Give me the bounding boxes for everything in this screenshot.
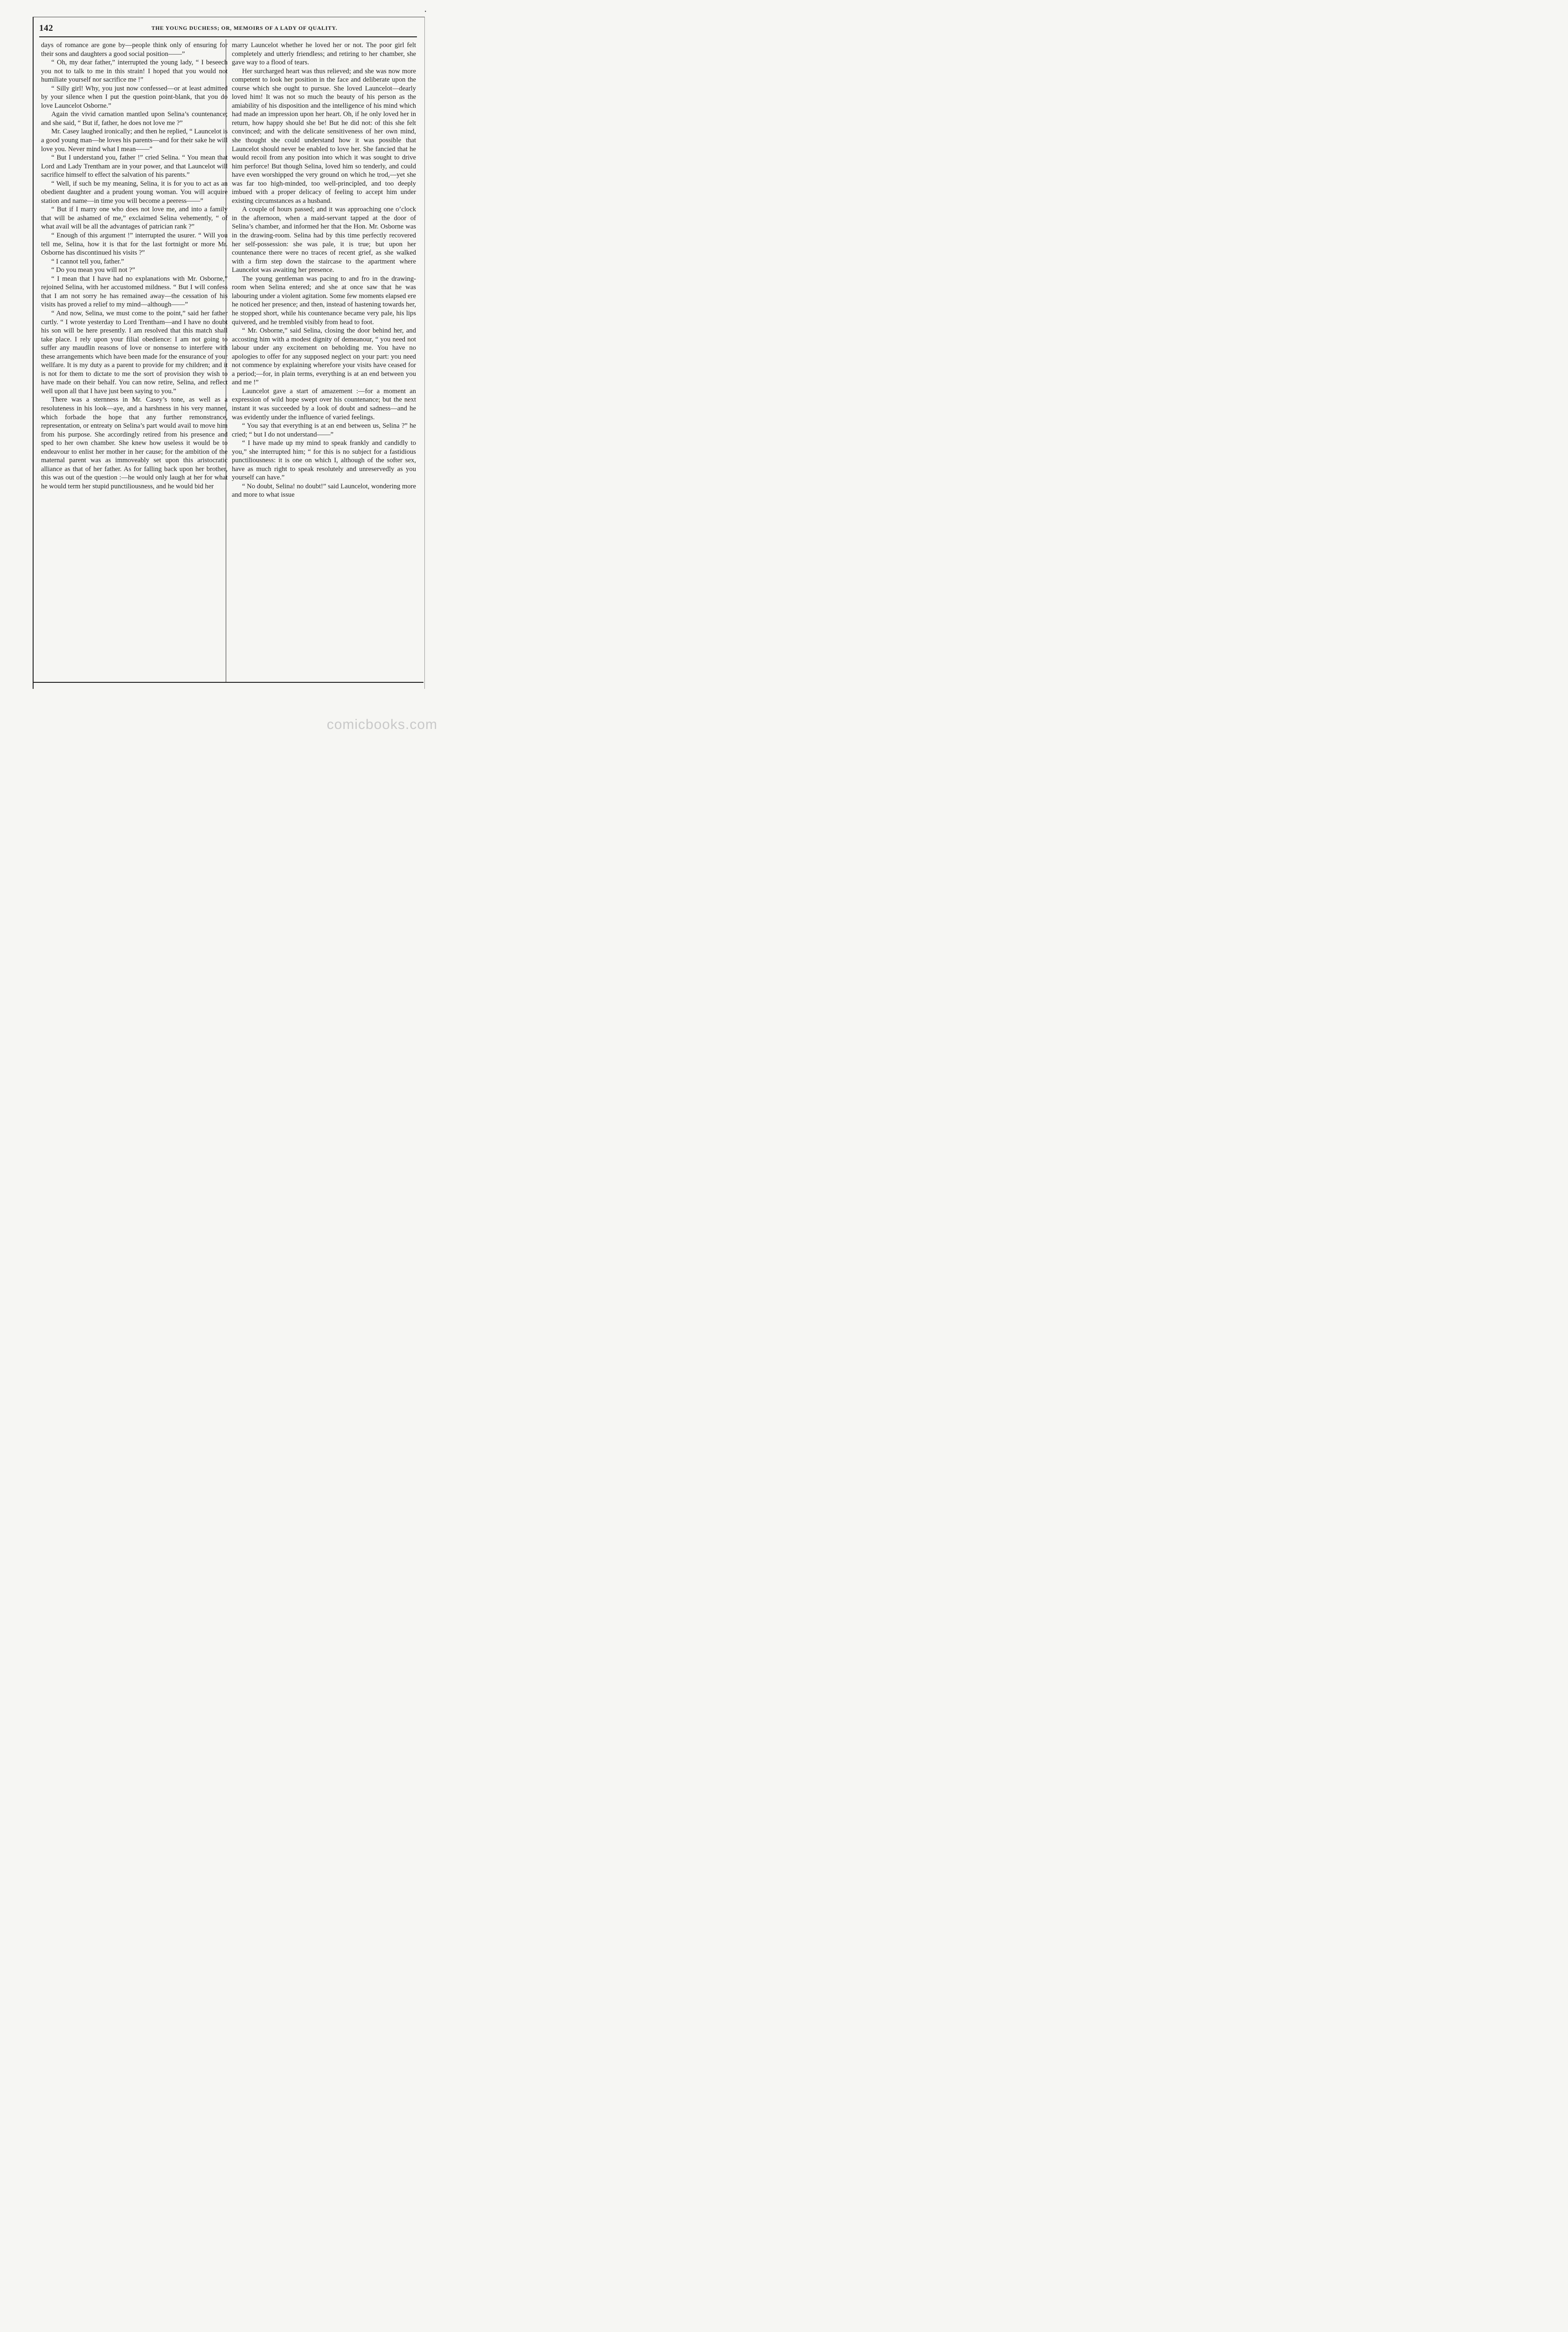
- paragraph: “ Silly girl! Why, you just now confessed—or at least admitted by your silence when I put the question point-blank, that you do love Launcelot Osborne.”: [41, 84, 228, 110]
- right-text-column: [232, 41, 416, 681]
- paragraph: Launcelot gave a start of amazement :—for a moment an expression of wild hope swept over his countenance; but the next instant it was succeeded by a look of doubt and sadness—and he was evidently under the influence of varied feelings.: [232, 387, 416, 421]
- footer-rule: [34, 682, 423, 683]
- paragraph: Her surcharged heart was thus relieved; and she was now more competent to look her position in the face and deliberate upon the course which she ought to pursue. She loved Launcelot—dearly loved him! It was not so much the beauty of his person as the amiability of his disposition and the intelligence of his mind which had made an impression upon her heart. Oh, if he only loved her in return, how happy should she be! But he did not: of this she felt convinced; and with the delicate sensitiveness of her own mind, she thought she could understand how it was possible that Launcelot should never be enabled to love her. She fancied that he would recoil from any position into which it was sought to drive him perforce! But though Selina, loved him so tenderly, and could have even worshipped the very ground on which he trod,—yet she was far too high-minded, too well-principled, and too deeply imbued with a proper delicacy of feeling to accept him under existing circumstances as a husband.: [232, 67, 416, 205]
- paragraph: “ I have made up my mind to speak frankly and candidly to you,” she interrupted him; “ for this is no subject for a fastidious punctiliousness: it is one on which I, although of the softer sex, have as much right to speak resolutely and unreservedly as you yourself can have.”: [232, 439, 416, 482]
- paragraph: “ Well, if such be my meaning, Selina, it is for you to act as an obedient daughter and a prudent young woman. You will acquire station and name—in time you will become a peeress——”: [41, 180, 228, 205]
- paragraph: “ Mr. Osborne,” said Selina, closing the door behind her, and accosting him with a modest dignity of demeanour, “ you need not labour under any excitement on beholding me. You have no apologies to offer for any supposed neglect on your part: you need not commence by explaining wherefore your visits have ceased for a period;—for, in plain terms, everything is at an end between you and me !”: [232, 327, 416, 387]
- running-title: THE YOUNG DUCHESS; OR, MEMOIRS OF A LADY OF QUALITY.: [151, 25, 338, 31]
- paragraph: “ You say that everything is at an end between us, Selina ?” he cried; “ but I do not understand——”: [232, 422, 416, 438]
- paragraph: “ I mean that I have had no explanations with Mr. Osborne,” rejoined Selina, with her accustomed mildness. “ But I will confess that I am not sorry he has remained away—the cessation of his visits has proved a relief to my mind—although——”: [41, 275, 228, 309]
- paragraph: “ Enough of this argument !” interrupted the usurer. “ Will you tell me, Selina, how it is that for the last fortnight or more Mr. Osborne has discontinued his visits ?”: [41, 232, 228, 257]
- paragraph: “ But I understand you, father !” cried Selina. “ You mean that Lord and Lady Trentham are in your power, and that Launcelot will sacrifice himself to effect the salvation of his parents.”: [41, 154, 228, 179]
- paragraph: There was a sternness in Mr. Casey’s tone, as well as a resoluteness in his look—aye, and a harshness in his very manner, which forbade the hope that any further remonstrance, representation, or entreaty on Selina’s part would avail to move him from his purpose. She accordingly retired from his presence and sped to her own chamber. She knew how useless it would be to endeavour to enlist her mother in her cause; for the ambition of the maternal parent was as immoveably set upon this aristocratic alliance as that of her father. As for falling back upon her brother, this was out of the question :—he would only laugh at her for what he would term her stupid punctiliousness, and he would bid her: [41, 396, 228, 490]
- page-edge-mark: •: [424, 9, 426, 14]
- paragraph: “ Do you mean you will not ?”: [51, 266, 135, 274]
- paragraph: “ And now, Selina, we must come to the point,” said her father curtly. “ I wrote yesterday to Lord Trentham—and I have no doubt his son will be here presently. I am resolved that this match shall take place. I rely upon your filial obedience: I am not going to suffer any maudlin reasons of love or nonsense to interfere with these arrangements which have been made for the ensurance of your wellfare. It is my duty as a parent to provide for my children; and it is not for them to dictate to me the sort of provision they wish to have made on their behalf. You can now retire, Selina, and reflect well upon all that I have just been saying to you.”: [41, 309, 228, 395]
- paragraph: marry Launcelot whether he loved her or not. The poor girl felt completely and utterly friendless; and retiring to her chamber, she gave way to a flood of tears.: [232, 42, 416, 67]
- paragraph: “ But if I marry one who does not love me, and into a family that will be ashamed of me,” exclaimed Selina vehemently, “ of what avail will be all the advantages of patrician rank ?”: [41, 206, 228, 231]
- paragraph: Mr. Casey laughed ironically; and then he replied, “ Launcelot is a good young man—he loves his parents—and for their sake he will love you. Never mind what I mean——”: [41, 128, 228, 153]
- paragraph: “ No doubt, Selina! no doubt!” said Launcelot, wondering more and more to what issue: [232, 482, 416, 499]
- page-number: 142: [39, 23, 53, 33]
- page-header: [39, 23, 417, 35]
- site-watermark: comicbooks.com: [326, 717, 437, 732]
- left-text-column: [41, 41, 228, 681]
- header-rule: [39, 36, 417, 37]
- paragraph: The young gentleman was pacing to and fro in the drawing-room when Selina entered; and she at once saw that he was labouring under a violent agitation. Some few moments elapsed ere he noticed her presence; and then, instead of hastening towards her, he stopped short, while his countenance became very pale, his lips quivered, and he trembled visibly from head to foot.: [232, 275, 416, 326]
- paragraph: “ Oh, my dear father,” interrupted the young lady, “ I beseech you not to talk to me in this strain! I hoped that you would not humiliate yourself nor sacrifice me !”: [41, 59, 228, 84]
- paragraph: Again the vivid carnation mantled upon Selina’s countenance; and she said, “ But if, father, he does not love me ?”: [41, 111, 228, 127]
- paragraph: days of romance are gone by—people think only of ensuring for their sons and daughters a good social position——”: [41, 42, 228, 58]
- paragraph: A couple of hours passed; and it was approaching one o’clock in the afternoon, when a maid-servant tapped at the door of Selina’s chamber, and informed her that the Hon. Mr. Osborne was in the drawing-room. Selina had by this time perfectly recovered her self-possession: she was pale, it is true; but upon her countenance there were no traces of recent grief, as she walked with a firm step down the staircase to the apartment where Launcelot was awaiting her presence.: [232, 206, 416, 274]
- paragraph: “ I cannot tell you, father.”: [51, 257, 125, 265]
